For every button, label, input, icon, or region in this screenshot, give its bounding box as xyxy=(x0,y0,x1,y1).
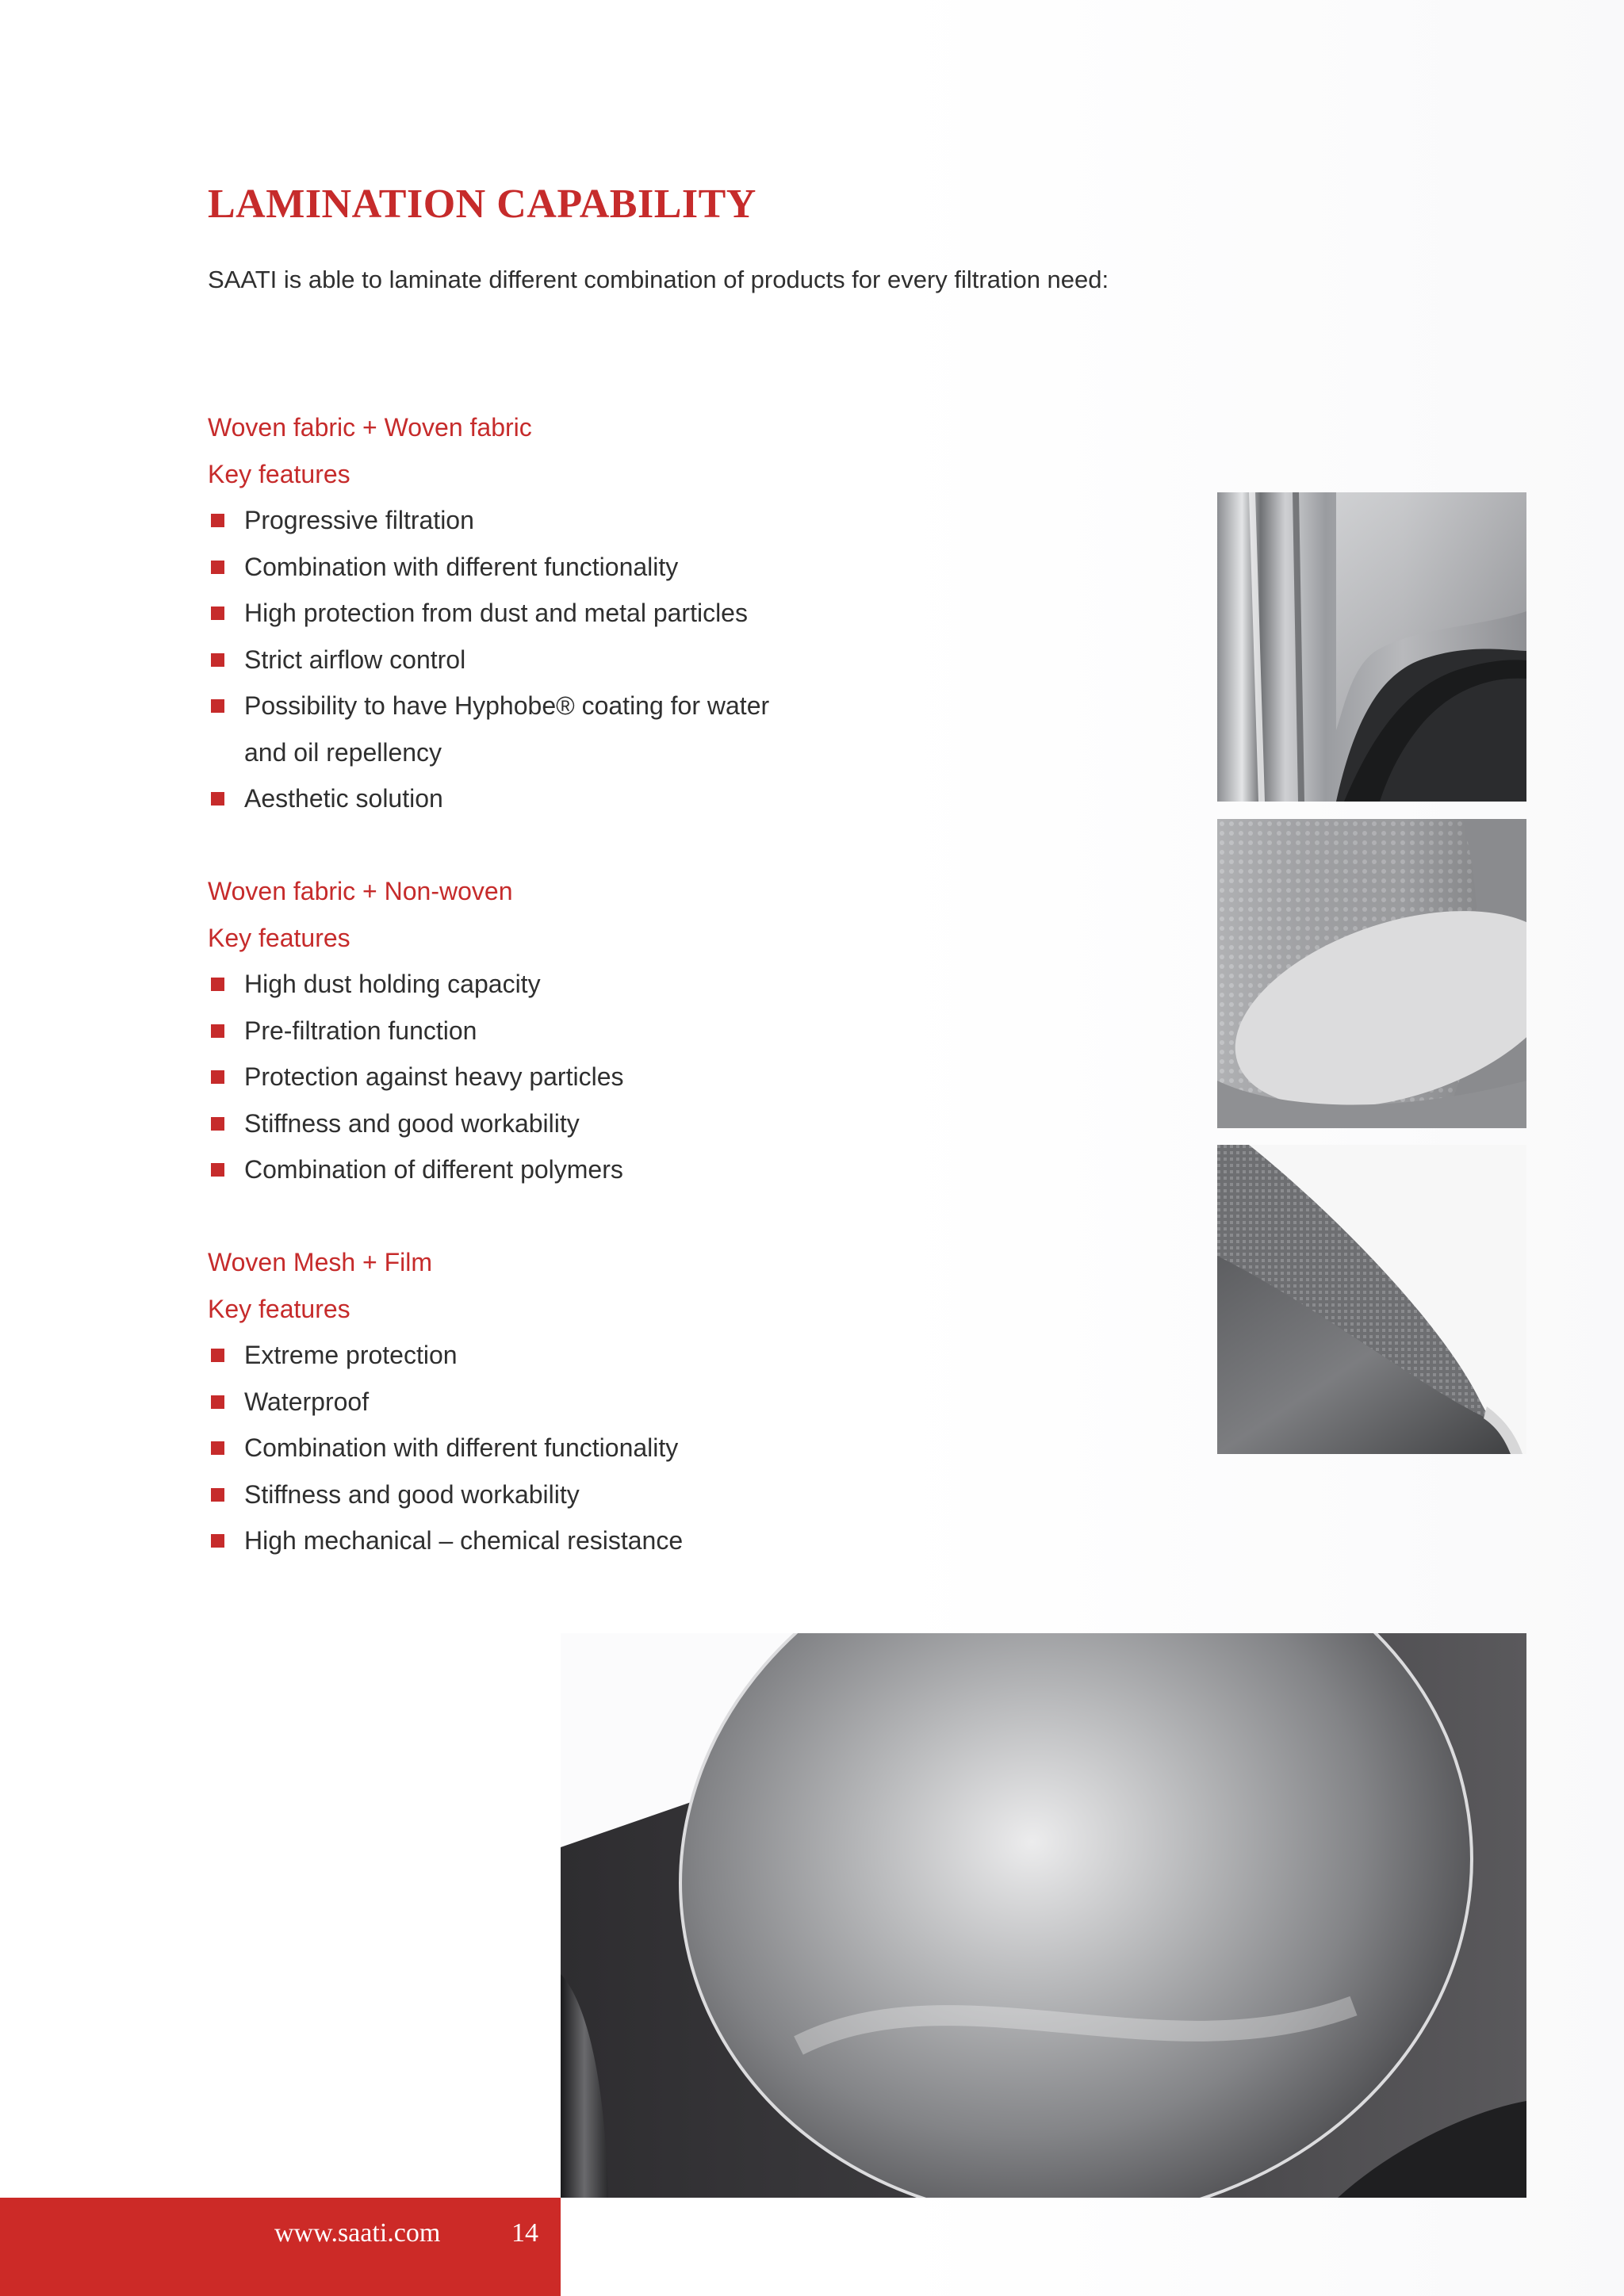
mesh-film-photo xyxy=(1217,1145,1526,1454)
list-item: High protection from dust and metal particles xyxy=(208,590,921,637)
list-item: Pre-filtration function xyxy=(208,1008,921,1054)
list-item: Combination with different functionality xyxy=(208,1425,921,1471)
bullet-square-icon xyxy=(211,1024,224,1038)
bullet-square-icon xyxy=(211,792,224,806)
list-item: Progressive filtration xyxy=(208,497,921,544)
list-item: High dust holding capacity xyxy=(208,961,921,1008)
list-item: Combination of different polymers xyxy=(208,1146,921,1193)
bullet-square-icon xyxy=(211,1070,224,1084)
list-item: Combination with different functionality xyxy=(208,544,921,591)
feature-list xyxy=(208,497,921,822)
intro-text: SAATI is able to laminate different combination of products for every filtration need: xyxy=(208,266,1109,293)
bullet-square-icon xyxy=(211,1163,224,1177)
key-features-label: Key features xyxy=(208,923,350,952)
list-item: Stiffness and good workability xyxy=(208,1100,921,1147)
list-item: Strict airflow control xyxy=(208,637,921,683)
bullet-square-icon xyxy=(211,1441,224,1455)
bullet-square-icon xyxy=(211,1488,224,1502)
feature-list xyxy=(208,1332,921,1564)
feature-list xyxy=(208,961,921,1193)
section-woven-woven xyxy=(208,404,921,822)
bullet-square-icon xyxy=(211,514,224,527)
bullet-square-icon xyxy=(211,653,224,667)
list-item: Waterproof xyxy=(208,1379,921,1425)
page-number: 14 xyxy=(511,2218,538,2248)
bullet-square-icon xyxy=(211,1349,224,1362)
section-title: Woven fabric + Non-woven xyxy=(208,877,513,905)
woven-woven-fabric-photo xyxy=(1217,492,1526,802)
woven-nonwoven-fabric-photo xyxy=(1217,819,1526,1128)
bullet-square-icon xyxy=(211,1395,224,1409)
section-woven-nonwoven xyxy=(208,868,921,1193)
list-item: Possibility to have Hyphobe® coating for water and oil repellency xyxy=(208,683,921,775)
section-title: Woven Mesh + Film xyxy=(208,1248,433,1276)
list-item: Protection against heavy particles xyxy=(208,1054,921,1100)
list-item: Aesthetic solution xyxy=(208,775,921,822)
section-title: Woven fabric + Woven fabric xyxy=(208,413,532,442)
bullet-square-icon xyxy=(211,978,224,991)
laminated-roll-photo xyxy=(561,1633,1526,2198)
bullet-square-icon xyxy=(211,699,224,713)
list-item: Stiffness and good workability xyxy=(208,1471,921,1518)
list-item: High mechanical – chemical resistance xyxy=(208,1517,921,1564)
key-features-label: Key features xyxy=(208,459,350,488)
bullet-square-icon xyxy=(211,561,224,574)
bullet-square-icon xyxy=(211,1534,224,1548)
key-features-label: Key features xyxy=(208,1294,350,1323)
bullet-square-icon xyxy=(211,1117,224,1131)
list-item: Extreme protection xyxy=(208,1332,921,1379)
section-mesh-film xyxy=(208,1239,921,1564)
bullet-square-icon xyxy=(211,607,224,620)
page-title: LAMINATION CAPABILITY xyxy=(208,182,756,227)
footer-website-link[interactable]: www.saati.com xyxy=(274,2218,441,2248)
